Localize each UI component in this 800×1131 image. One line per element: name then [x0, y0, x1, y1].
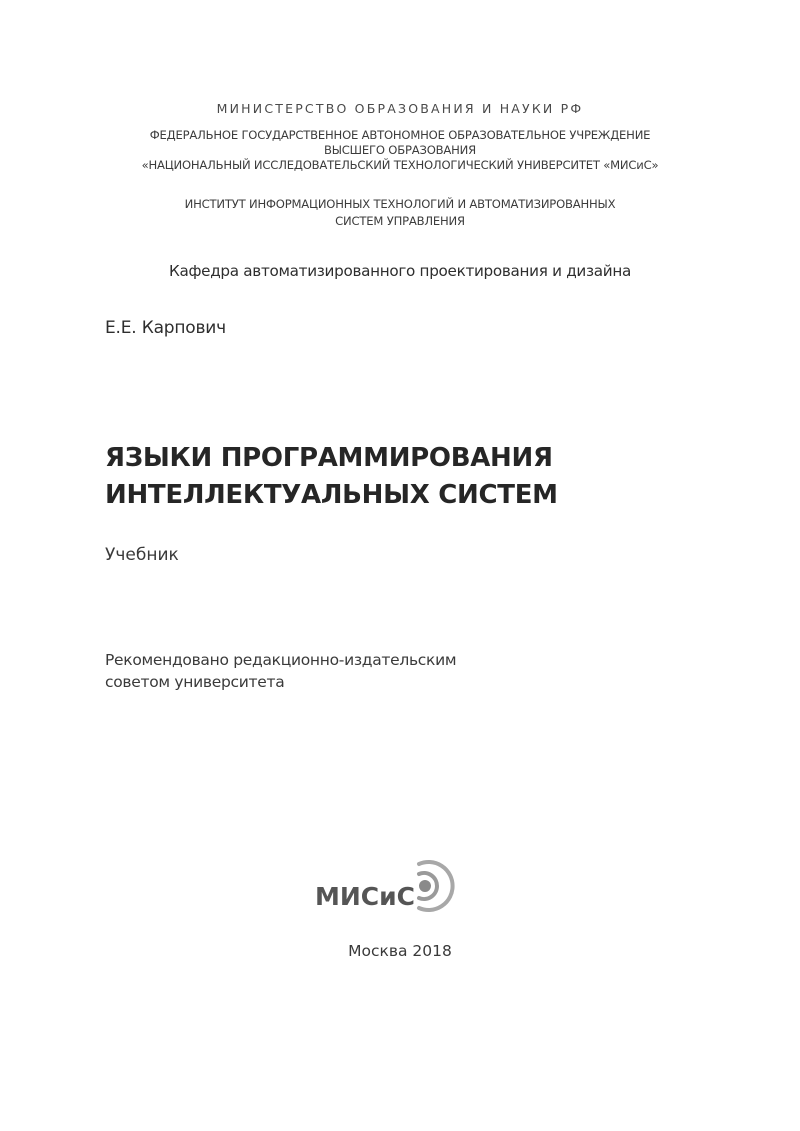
federal-line: ВЫСШЕГО ОБРАЗОВАНИЯ: [324, 143, 476, 157]
university-logo: [315, 858, 455, 918]
title-line: ЯЗЫКИ ПРОГРАММИРОВАНИЯ: [105, 443, 553, 473]
federal-institution-block: [0, 128, 800, 173]
institute-line: СИСТЕМ УПРАВЛЕНИЯ: [335, 214, 465, 228]
ministry-heading: МИНИСТЕРСТВО ОБРАЗОВАНИЯ И НАУКИ РФ: [216, 101, 584, 116]
publication-place-year: Москва 2018: [348, 942, 452, 960]
book-type: Учебник: [105, 545, 179, 565]
federal-line: ФЕДЕРАЛЬНОЕ ГОСУДАРСТВЕННОЕ АВТОНОМНОЕ ОБРАЗОВАТЕЛЬНОЕ УЧРЕЖДЕНИЕ: [149, 128, 651, 142]
department-name: Кафедра автоматизированного проектирования и дизайна: [169, 262, 631, 280]
logo-wordmark: МИСиС: [315, 882, 416, 911]
book-title: [105, 440, 558, 514]
federal-line: «НАЦИОНАЛЬНЫЙ ИССЛЕДОВАТЕЛЬСКИЙ ТЕХНОЛОГИЧЕСКИЙ УНИВЕРСИТЕТ «МИСиС»: [141, 158, 659, 172]
title-line: ИНТЕЛЛЕКТУАЛЬНЫХ СИСТЕМ: [105, 480, 558, 510]
recommendation-note: [105, 649, 456, 693]
misis-logo-icon: [405, 858, 455, 914]
recommendation-line: Рекомендовано редакционно-издательским: [105, 651, 457, 669]
recommendation-line: советом университета: [105, 673, 285, 691]
institute-block: [0, 196, 800, 230]
author-name: Е.Е. Карпович: [105, 318, 226, 338]
institute-line: ИНСТИТУТ ИНФОРМАЦИОННЫХ ТЕХНОЛОГИЙ И АВТОМАТИЗИРОВАННЫХ: [184, 197, 616, 211]
